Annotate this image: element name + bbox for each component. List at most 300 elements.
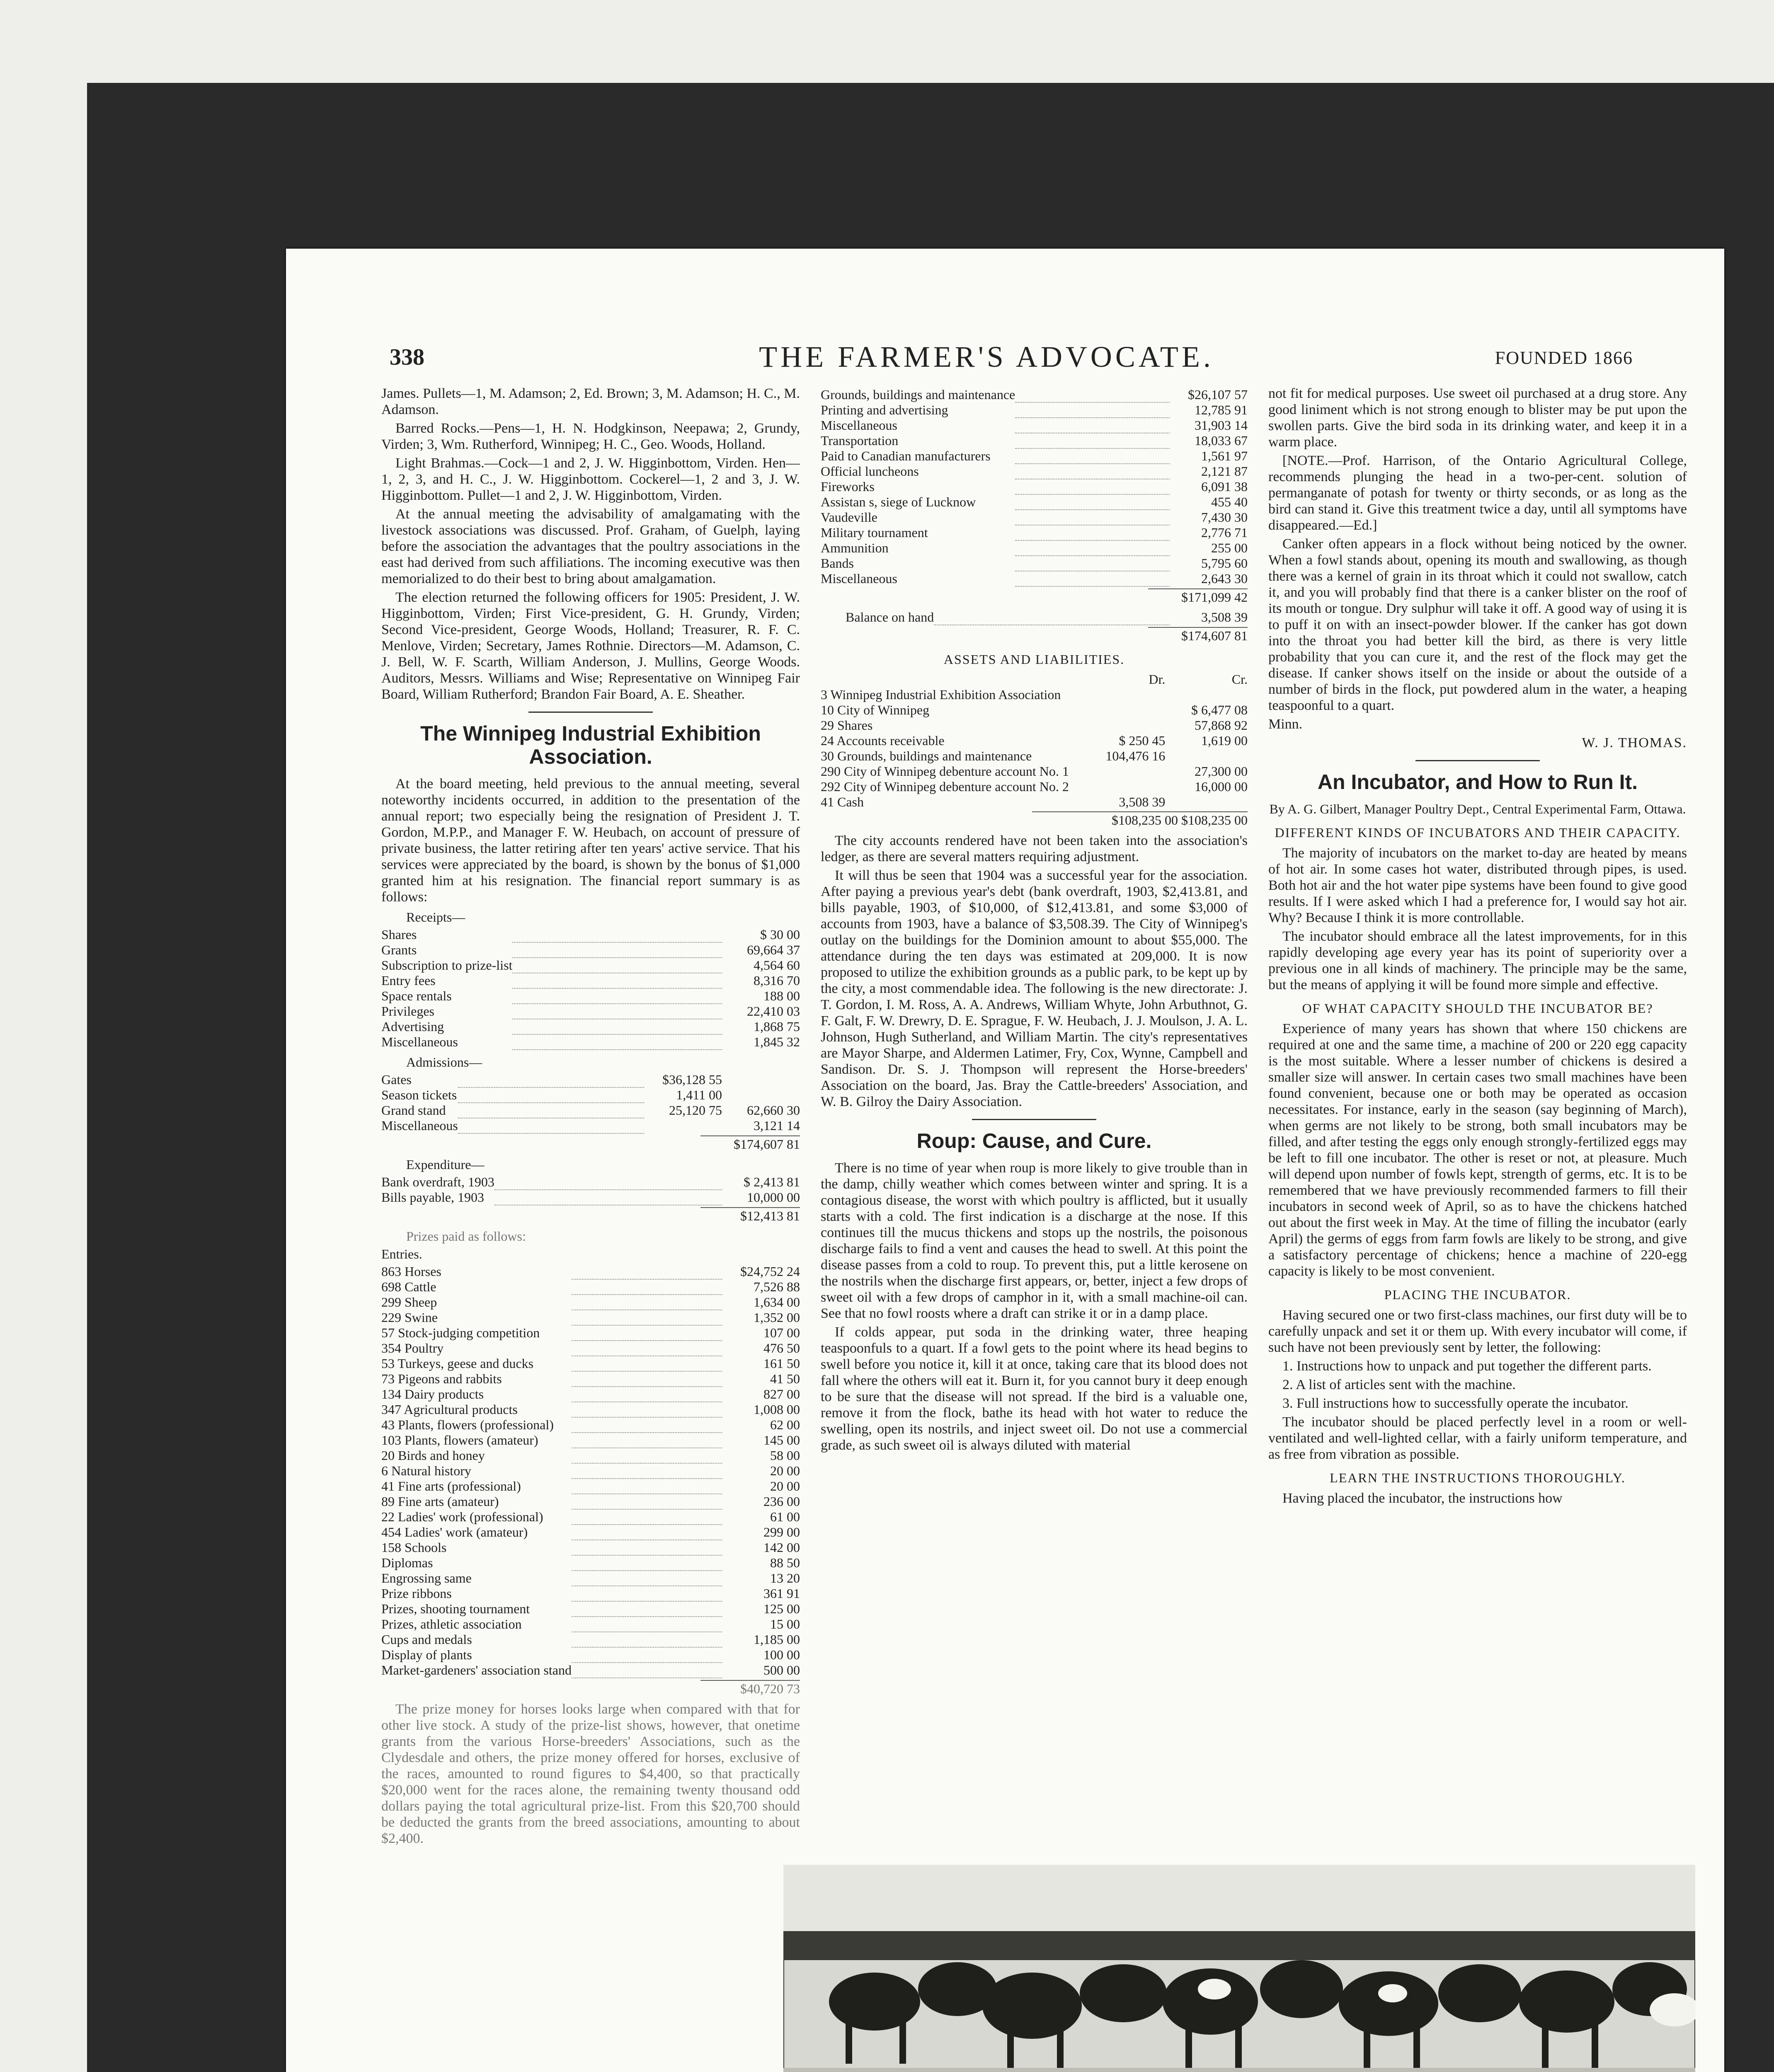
leader-dots bbox=[572, 1540, 722, 1555]
leader-dots bbox=[1015, 402, 1170, 418]
expense-row bbox=[821, 387, 1248, 402]
cr-label: Cr. bbox=[1231, 672, 1248, 687]
leader-dots bbox=[512, 927, 722, 942]
expenses-total: $171,099 42 bbox=[1148, 588, 1248, 605]
prize-row bbox=[381, 1295, 800, 1310]
prize-money-paragraph: The prize money for horses looks large when compared with that for other live stock. A study of the prize-list shows, however, that onetime grants from the various Horse-breeders' Associations, such as the Clydesdale and others, the prize money offered for horses, exclusive of the races, amounted to round figures to $4,400, so that practically $20,000 went for the races alone, the remaining twenty thousand odd dollars paying the total agricultural prize-list. From this $20,700 should be deducted the grants from the breed associations, amounting to about $2,400. bbox=[381, 1702, 800, 1846]
balance-table bbox=[821, 610, 1248, 625]
leader-dots bbox=[572, 1617, 722, 1632]
leader-dots bbox=[1015, 387, 1170, 402]
receipts-item: Advertising bbox=[381, 1019, 444, 1034]
prize-row bbox=[381, 1571, 800, 1586]
prize-amount: 15 00 bbox=[770, 1617, 800, 1631]
asset-dr bbox=[1083, 718, 1166, 733]
leader-dots bbox=[494, 1174, 722, 1190]
expense-amount: 2,643 30 bbox=[1201, 571, 1248, 586]
receipts-amount: $ 30 00 bbox=[760, 927, 800, 942]
prize-row bbox=[381, 1356, 800, 1371]
leader-dots bbox=[1015, 418, 1170, 433]
divider-rule bbox=[1415, 760, 1540, 761]
assets-header-row bbox=[821, 672, 1248, 687]
leader-dots bbox=[458, 1087, 644, 1103]
admissions-item: Season tickets bbox=[381, 1087, 457, 1102]
expense-amount: 6,091 38 bbox=[1201, 479, 1248, 494]
expense-row bbox=[821, 433, 1248, 448]
expense-item: Vaudeville bbox=[821, 510, 877, 525]
placing-paragraph: The incubator should be placed perfectly level in a room or well-ventilated and well-lighted cellar, with a fairly uniform temperature, and as free from vibration as possible. bbox=[1268, 1414, 1687, 1462]
asset-dr bbox=[1083, 687, 1166, 702]
asset-dr: $ 250 45 bbox=[1119, 733, 1166, 748]
prize-amount: 61 00 bbox=[770, 1509, 800, 1524]
receipts-amount: 22,410 03 bbox=[747, 1004, 800, 1019]
placing-paragraph: 3. Full instructions how to successfully operate the incubator. bbox=[1282, 1396, 1629, 1411]
leader-dots bbox=[572, 1663, 722, 1678]
prizes-table bbox=[381, 1264, 800, 1678]
asset-row bbox=[821, 687, 1248, 702]
admissions-amount: $36,128 55 bbox=[662, 1072, 722, 1087]
prize-row bbox=[381, 1647, 800, 1663]
expense-row bbox=[821, 494, 1248, 510]
expense-item: Military tournament bbox=[821, 525, 928, 540]
kinds-paragraph: The incubator should embrace all the latest improvements, for in this rapidly developing age every year has its point of superiority over a previous one in all kinds of machinery. The principle may be the same, but the means of applying it will be found more simple and effective. bbox=[1268, 929, 1687, 992]
leader-dots bbox=[572, 1279, 722, 1295]
asset-item: 3 Winnipeg Industrial Exhibition Association bbox=[821, 687, 1061, 702]
receipts-table bbox=[381, 927, 800, 1050]
capacity-paragraph: Experience of many years has shown that where 150 chickens are required at one and the same time, a machine of 200 or 220 egg capacity is the most suitable. Where a lesser number of chickens is desired a smaller size will answer. In certain cases two small machines have been found convenient, because one or both may be operated as occasion necessitates. For instance, early in the season (say beginning of March), when germs are not likely to be strong, both small incubators may be filled, and after testing the eggs only enough strongly-fertilized eggs may be left to fill one incubator. The other is reset or not, at pleasure. Much will depend upon number of fowls kept, strength of germs, etc. It is to be remembered that we have previously recommended farmers to fill their incubators in second week of April, so as to have the chickens hatched out about the first week in May. At the time of filling the incubator (early April) the germs of eggs from farm fowls are likely to be strong, and give a satisfactory percentage of chickens; hence a machine of 220-egg capacity is likely to be most convenient. bbox=[1268, 1021, 1687, 1279]
leader-dots bbox=[572, 1555, 722, 1571]
expense-row bbox=[821, 479, 1248, 494]
admissions-amount: 25,120 75 bbox=[669, 1103, 722, 1118]
masthead-title: THE FARMER'S ADVOCATE. bbox=[759, 340, 1214, 373]
prize-row bbox=[381, 1663, 800, 1678]
prize-row bbox=[381, 1525, 800, 1540]
prize-row bbox=[381, 1601, 800, 1617]
receipts-total: $174,607 81 bbox=[700, 1135, 800, 1152]
admissions-row bbox=[381, 1072, 800, 1087]
leader-dots bbox=[458, 1118, 644, 1133]
asset-item: 30 Grounds, buildings and maintenance bbox=[821, 748, 1032, 763]
kinds-heading: DIFFERENT KINDS OF INCUBATORS AND THEIR CAPACITY. bbox=[1275, 825, 1681, 840]
expense-row bbox=[821, 540, 1248, 556]
receipts-item: Privileges bbox=[381, 1004, 434, 1019]
editor-note: [NOTE.—Prof. Harrison, of the Ontario Agricultural College, recommends plunging the head in a two-per-cent. solution of permanganate of potash for twenty or thirty seconds, or as long as the bird can stand it. Give this treatment twice a day, until all symptoms have disappeared.—Ed.] bbox=[1268, 453, 1687, 533]
leader-dots bbox=[512, 1019, 722, 1034]
expense-item: Transportation bbox=[821, 433, 899, 448]
receipts-row bbox=[381, 958, 800, 973]
prize-row bbox=[381, 1617, 800, 1632]
asset-row bbox=[821, 733, 1248, 748]
prize-amount: 88 50 bbox=[770, 1555, 800, 1570]
leader-dots bbox=[458, 1072, 644, 1087]
leader-dots bbox=[1015, 494, 1170, 510]
leader-dots bbox=[494, 1190, 722, 1205]
expenditure-label: Expenditure— bbox=[406, 1157, 485, 1172]
expense-item: Official luncheons bbox=[821, 464, 919, 479]
expense-amount: 18,033 67 bbox=[1195, 433, 1248, 448]
prize-item: Prize ribbons bbox=[381, 1586, 452, 1601]
prize-row bbox=[381, 1509, 800, 1525]
poultry-result: Light Brahmas.—Cock—1 and 2, J. W. Higginbottom, Virden. Hen—1, 2, 3, and H. C., J. W. Higginbottom. Cockerel—1, 2 and 3, J. W. Higginbottom. Pullet—1 and 2, J. W. Higginbottom, Virden. bbox=[381, 455, 800, 503]
report-paragraph: The city accounts rendered have not been taken into the association's ledger, as there are several matters requiring adjustment. bbox=[821, 833, 1248, 864]
expense-amount: 5,795 60 bbox=[1201, 556, 1248, 571]
assets-total: $108,235 00 $108,235 00 bbox=[1032, 811, 1248, 828]
prize-amount: 1,185 00 bbox=[754, 1632, 800, 1647]
expense-row bbox=[821, 571, 1248, 586]
asset-cr: 16,000 00 bbox=[1195, 779, 1248, 794]
prize-row bbox=[381, 1325, 800, 1341]
prize-row bbox=[381, 1448, 800, 1463]
leader-dots bbox=[1015, 525, 1170, 540]
prize-row bbox=[381, 1279, 800, 1295]
leader-dots bbox=[512, 958, 722, 973]
leader-dots bbox=[572, 1647, 722, 1663]
asset-item: 10 City of Winnipeg bbox=[821, 702, 930, 717]
placing-paragraph: 2. A list of articles sent with the machine. bbox=[1282, 1377, 1516, 1392]
prize-row bbox=[381, 1463, 800, 1479]
prize-item: Cups and medals bbox=[381, 1632, 472, 1647]
expenditure-total: $12,413 81 bbox=[700, 1207, 800, 1224]
prize-amount: 145 00 bbox=[763, 1433, 800, 1447]
asset-item: 41 Cash bbox=[821, 794, 864, 809]
leader-dots bbox=[1015, 540, 1170, 556]
expense-amount: 255 00 bbox=[1211, 540, 1248, 555]
asset-cr: 57,868 92 bbox=[1195, 718, 1248, 733]
prize-item: 354 Poultry bbox=[381, 1341, 444, 1356]
prize-amount: 299 00 bbox=[763, 1525, 800, 1539]
receipts-amount: 8,316 70 bbox=[754, 973, 800, 988]
leader-dots bbox=[512, 1034, 722, 1050]
leader-dots bbox=[512, 1004, 722, 1019]
prize-row bbox=[381, 1479, 800, 1494]
prize-item: 454 Ladies' work (amateur) bbox=[381, 1525, 528, 1539]
expense-item: Grounds, buildings and maintenance bbox=[821, 387, 1015, 402]
prize-row bbox=[381, 1494, 800, 1509]
founded-year: FOUNDED 1866 bbox=[1495, 348, 1633, 368]
receipts-amount: 69,664 37 bbox=[747, 942, 800, 957]
prize-item: 299 Sheep bbox=[381, 1295, 437, 1310]
expenditure-amount: 10,000 00 bbox=[747, 1190, 800, 1205]
placing-paragraph: Having secured one or two first-class machines, our first duty will be to carefully unpack and set it or them up. With every incubator will come, if such have not been previously sent by letter, the following: bbox=[1268, 1307, 1687, 1355]
admissions-label: Admissions— bbox=[406, 1055, 482, 1070]
asset-cr bbox=[1165, 687, 1248, 702]
leader-dots bbox=[572, 1295, 722, 1310]
asset-dr bbox=[1083, 702, 1166, 718]
expense-item: Fireworks bbox=[821, 479, 875, 494]
admissions-item: Grand stand bbox=[381, 1103, 446, 1118]
prize-amount: 100 00 bbox=[763, 1647, 800, 1662]
column-1 bbox=[381, 385, 800, 1849]
prize-amount: 125 00 bbox=[763, 1601, 800, 1616]
leader-dots bbox=[572, 1463, 722, 1479]
page-number: 338 bbox=[390, 344, 424, 370]
prize-row bbox=[381, 1371, 800, 1387]
roup-paragraph: If colds appear, put soda in the drinking water, three heaping teaspoonfuls to a quart. If a fowl gets to the point where its head begins to swell before you notice it, kill it at once, taking care that its blood does not fall where the others will eat it. Burn it, for you cannot bury it deep enough to be sure that the disease will not spread. If the bird is a valuable one, remove it from the flock, bathe its head with hot water to reduce the swelling, open its nostrils, and inject sweet oil. Do not use a commercial grade, as such sweet oil is always diluted with material bbox=[821, 1324, 1248, 1453]
expense-row bbox=[821, 556, 1248, 571]
receipts-row bbox=[381, 1019, 800, 1034]
prize-amount: 1,008 00 bbox=[754, 1402, 800, 1417]
expenditure-row bbox=[381, 1174, 800, 1190]
asset-dr bbox=[1083, 779, 1166, 794]
prize-row bbox=[381, 1586, 800, 1601]
leader-dots bbox=[458, 1103, 644, 1118]
expense-item: Assistan s, siege of Lucknow bbox=[821, 494, 976, 509]
prize-item: 89 Fine arts (amateur) bbox=[381, 1494, 499, 1509]
prize-item: 863 Horses bbox=[381, 1264, 441, 1279]
prize-amount: 20 00 bbox=[770, 1463, 800, 1478]
exhibition-paragraph: At the board meeting, held previous to the annual meeting, several noteworthy incidents occurred, in addition to the presentation of the annual report; two especially being the resignation of President J. T. Gordon, M.P.P., and Manager F. W. Heubach, on account of pressure of private business, the latter retiring after ten years' active service. That his services were appreciated by the board, is shown by the bonus of $1,000 granted him at his resignation. The financial report summary is as follows: bbox=[381, 776, 800, 905]
prize-item: Market-gardeners' association stand bbox=[381, 1663, 572, 1677]
expenses-table bbox=[821, 387, 1248, 587]
asset-cr bbox=[1165, 794, 1248, 810]
leader-dots bbox=[572, 1310, 722, 1325]
receipts-amount: 188 00 bbox=[763, 988, 800, 1003]
prize-amount: 827 00 bbox=[763, 1387, 800, 1402]
admissions-row bbox=[381, 1103, 800, 1118]
leader-dots bbox=[572, 1586, 722, 1601]
leader-dots bbox=[934, 610, 1170, 625]
prize-amount: 58 00 bbox=[770, 1448, 800, 1463]
admissions-table bbox=[381, 1072, 800, 1134]
leader-dots bbox=[512, 973, 722, 988]
leader-dots bbox=[572, 1341, 722, 1356]
expenditure-item: Bank overdraft, 1903 bbox=[381, 1174, 494, 1189]
prize-item: Display of plants bbox=[381, 1647, 472, 1662]
asset-row bbox=[821, 764, 1248, 779]
misc-item: Miscellaneous bbox=[381, 1118, 458, 1133]
asset-dr: 104,476 16 bbox=[1105, 748, 1166, 763]
balance-row bbox=[821, 610, 1248, 625]
prize-row bbox=[381, 1632, 800, 1647]
roup-continued: not fit for medical purposes. Use sweet oil purchased at a drug store. Any good liniment which is not strong enough to blister may be put upon the swollen parts. Give the bird soda in its drinking water, and keep it in a warm place. bbox=[1268, 386, 1687, 450]
leader-dots bbox=[572, 1509, 722, 1525]
expense-row bbox=[821, 464, 1248, 479]
divider-rule bbox=[528, 712, 653, 713]
prize-row bbox=[381, 1417, 800, 1433]
expense-amount: 12,785 91 bbox=[1195, 402, 1248, 417]
divider-rule bbox=[972, 1119, 1096, 1120]
prize-item: Prizes, shooting tournament bbox=[381, 1601, 530, 1616]
admissions-total: 62,660 30 bbox=[747, 1103, 800, 1118]
leader-dots bbox=[1015, 479, 1170, 494]
leader-dots bbox=[572, 1325, 722, 1341]
balance-amount: 3,508 39 bbox=[1201, 610, 1248, 625]
expense-amount: 2,776 71 bbox=[1201, 525, 1248, 540]
asset-row bbox=[821, 779, 1248, 794]
expense-item: Printing and advertising bbox=[821, 402, 948, 417]
leader-dots bbox=[572, 1494, 722, 1509]
expense-amount: 7,430 30 bbox=[1201, 510, 1248, 525]
learn-heading: LEARN THE INSTRUCTIONS THOROUGHLY. bbox=[1330, 1470, 1626, 1485]
leader-dots bbox=[1015, 510, 1170, 525]
grand-total: $174,607 81 bbox=[1148, 627, 1248, 644]
prize-row bbox=[381, 1310, 800, 1325]
poultry-result: James. Pullets—1, M. Adamson; 2, Ed. Brown; 3, M. Adamson; H. C., M. Adamson. bbox=[381, 386, 800, 417]
leader-dots bbox=[1015, 464, 1170, 479]
asset-cr: 27,300 00 bbox=[1195, 764, 1248, 779]
association-paragraph: At the annual meeting the advisability of amalgamating with the livestock associations was discussed. Prof. Graham, of Guelph, laying before the association the advantages that the poultry associations in the east had derived from such affiliations. The incoming executive was then memorialized to do their best to bring about amalgamation. bbox=[381, 506, 800, 586]
expenditure-row bbox=[381, 1190, 800, 1205]
prize-amount: 476 50 bbox=[763, 1341, 800, 1356]
page-header bbox=[390, 340, 1633, 377]
prize-row bbox=[381, 1433, 800, 1448]
expense-amount: 1,561 97 bbox=[1201, 448, 1248, 463]
leader-dots bbox=[572, 1479, 722, 1494]
prize-amount: 500 00 bbox=[763, 1663, 800, 1677]
prize-item: Engrossing same bbox=[381, 1571, 472, 1585]
prize-row bbox=[381, 1264, 800, 1279]
admissions-amount: 1,411 00 bbox=[676, 1087, 722, 1102]
prize-item: 6 Natural history bbox=[381, 1463, 471, 1478]
receipts-item: Subscription to prize-list bbox=[381, 958, 513, 973]
leader-dots bbox=[572, 1371, 722, 1387]
expense-amount: 31,903 14 bbox=[1195, 418, 1248, 433]
cattle-herd-image bbox=[783, 1865, 1695, 2072]
prize-amount: 62 00 bbox=[770, 1417, 800, 1432]
expense-amount: 455 40 bbox=[1211, 494, 1248, 509]
receipts-item: Space rentals bbox=[381, 988, 452, 1003]
prize-item: 229 Swine bbox=[381, 1310, 438, 1325]
misc-row bbox=[381, 1118, 800, 1133]
receipts-amount: 1,868 75 bbox=[754, 1019, 800, 1034]
expenditure-amount: $ 2,413 81 bbox=[744, 1174, 800, 1189]
prize-item: 698 Cattle bbox=[381, 1279, 436, 1294]
prize-item: 20 Birds and honey bbox=[381, 1448, 485, 1463]
receipts-row bbox=[381, 1034, 800, 1050]
asset-cr: $ 6,477 08 bbox=[1191, 702, 1248, 717]
capacity-heading: OF WHAT CAPACITY SHOULD THE INCUBATOR BE? bbox=[1302, 1001, 1653, 1016]
leader-dots bbox=[512, 942, 722, 958]
prize-row bbox=[381, 1387, 800, 1402]
expense-item: Miscellaneous bbox=[821, 418, 897, 433]
prize-row bbox=[381, 1540, 800, 1555]
receipts-amount: 4,564 60 bbox=[754, 958, 800, 973]
receipts-item: Shares bbox=[381, 927, 417, 942]
receipts-label: Receipts— bbox=[406, 910, 465, 925]
expense-item: Ammunition bbox=[821, 540, 889, 555]
asset-item: 290 City of Winnipeg debenture account No. 1 bbox=[821, 764, 1069, 779]
asset-item: 24 Accounts receivable bbox=[821, 733, 945, 748]
exhibition-headline: The Winnipeg Industrial Exhibition Association. bbox=[420, 722, 761, 768]
prize-item: Diplomas bbox=[381, 1555, 433, 1570]
misc-amount: 3,121 14 bbox=[754, 1118, 800, 1133]
prize-item: 43 Plants, flowers (professional) bbox=[381, 1417, 554, 1432]
receipts-row bbox=[381, 988, 800, 1004]
kinds-paragraph: The majority of incubators on the market to-day are heated by means of hot air. In some cases hot water, distributed through pipes, is used. Both hot air and the hot water pipe systems have been found to give good results. If I were asked which I had a preference for, I would say hot air. Why? Because I think it is more controllable. bbox=[1268, 845, 1687, 925]
prize-item: 347 Agricultural products bbox=[381, 1402, 518, 1417]
expense-row bbox=[821, 418, 1248, 433]
expense-row bbox=[821, 448, 1248, 464]
expense-amount: $26,107 57 bbox=[1188, 387, 1248, 402]
report-paragraph: It will thus be seen that 1904 was a successful year for the association. After paying a previous year's debt (bank overdraft, 1903, $2,413.81, and bills payable, 1903, of $10,000, of $12,413.81, and some $3,000 of accounts from 1903, have a balance of $3,508.39. The City of Winnipeg's outlay on the buildings for the Dominion amount to about $55,000. The attendance during the ten days was estimated at 209,000. It is now proposed to utilize the exhibition grounds as a public park, to be kept up by the city, a most commendable idea. The following is the new directorate: J. T. Gordon, I. M. Ross, A. A. Andrews, William Whyte, John Arbuthnot, G. F. Galt, F. W. Drewry, D. E. Sprague, F. W. Heubach, J. J. Moulson, J. A. L. Johnson, Hugh Sutherland, and William Martin. The city's representatives are Mayor Sharpe, and Aldermen Latimer, Fry, Cox, Wynne, Campbell and Sandison. Dr. S. J. Thompson will represent the Horse-breeders' Association on the board, Jas. Bray the Cattle-breeders' Association, and W. B. Gilroy the Dairy Association. bbox=[821, 868, 1248, 1109]
receipts-row bbox=[381, 942, 800, 958]
placing-paragraph: 1. Instructions how to unpack and put together the different parts. bbox=[1282, 1358, 1652, 1374]
prize-item: 103 Plants, flowers (amateur) bbox=[381, 1433, 538, 1447]
receipts-amount: 1,845 32 bbox=[754, 1034, 800, 1049]
asset-dr bbox=[1083, 764, 1166, 779]
leader-dots bbox=[572, 1525, 722, 1540]
expense-row bbox=[821, 402, 1248, 418]
learn-paragraph: Having placed the incubator, the instructions how bbox=[1282, 1491, 1563, 1506]
author-signature: W. J. THOMAS. bbox=[1582, 735, 1687, 750]
leader-dots bbox=[1015, 433, 1170, 448]
asset-row bbox=[821, 794, 1248, 810]
receipts-row bbox=[381, 1004, 800, 1019]
prize-item: 53 Turkeys, geese and ducks bbox=[381, 1356, 534, 1371]
incubator-byline: By A. G. Gilbert, Manager Poultry Dept., Central Experimental Farm, Ottawa. bbox=[1269, 801, 1686, 816]
receipts-item: Entry fees bbox=[381, 973, 436, 988]
prize-amount: 107 00 bbox=[763, 1325, 800, 1340]
asset-row bbox=[821, 718, 1248, 733]
receipts-row bbox=[381, 927, 800, 942]
prize-item: 57 Stock-judging competition bbox=[381, 1325, 540, 1340]
asset-dr: 3,508 39 bbox=[1119, 794, 1166, 809]
prize-amount: 1,634 00 bbox=[754, 1295, 800, 1310]
prize-item: 158 Schools bbox=[381, 1540, 447, 1555]
admissions-row bbox=[381, 1087, 800, 1103]
leader-dots bbox=[572, 1402, 722, 1417]
expense-row bbox=[821, 525, 1248, 540]
leader-dots bbox=[572, 1387, 722, 1402]
expense-item: Paid to Canadian manufacturers bbox=[821, 448, 991, 463]
balance-label: Balance on hand bbox=[846, 610, 934, 625]
leader-dots bbox=[572, 1356, 722, 1371]
roup-headline: Roup: Cause, and Cure. bbox=[916, 1129, 1152, 1152]
asset-item: 29 Shares bbox=[821, 718, 873, 733]
prize-row bbox=[381, 1555, 800, 1571]
leader-dots bbox=[572, 1264, 722, 1279]
prize-item: 73 Pigeons and rabbits bbox=[381, 1371, 502, 1386]
asset-row bbox=[821, 748, 1248, 764]
assets-table bbox=[821, 672, 1248, 810]
entries-label: Entries. bbox=[381, 1247, 422, 1261]
leader-dots bbox=[572, 1632, 722, 1647]
expense-item: Bands bbox=[821, 556, 854, 571]
prize-amount: 13 20 bbox=[770, 1571, 800, 1585]
asset-cr bbox=[1165, 748, 1248, 764]
column-3 bbox=[1268, 385, 1687, 1509]
poultry-result: Barred Rocks.—Pens—1, H. N. Hodgkinson, Neepawa; 2, Grundy, Virden; 3, Wm. Rutherford, Winnipeg; H. C., Geo. Woods, Holland. bbox=[381, 421, 800, 452]
leader-dots bbox=[572, 1448, 722, 1463]
expense-item: Miscellaneous bbox=[821, 571, 897, 586]
asset-row bbox=[821, 702, 1248, 718]
receipts-item: Grants bbox=[381, 942, 417, 957]
prize-amount: 142 00 bbox=[763, 1540, 800, 1555]
canker-paragraph: Canker often appears in a flock without being noticed by the owner. When a fowl stands about, opening its mouth and swallowing, as though there was a kernel of grain in its throat which it could not swallow, catch it, and you will probably find that there is a canker blister on the roof of its mouth or tongue. Dry sulphur will take it off. A good way of using it is to puff it on with an insect-powder blower. If the canker has got down into the throat you had better kill the bird, as there is very little probability that you can cure it, and the rest of the flock may get the disease. If canker shows itself on the inside or about the outside of a number of birds in the flock, put powdered alum in the water, a heaping teaspoonful to a quart. bbox=[1268, 536, 1687, 713]
prize-amount: 361 91 bbox=[763, 1586, 800, 1601]
column-2 bbox=[821, 385, 1248, 1456]
prize-amount: 41 50 bbox=[770, 1371, 800, 1386]
prize-amount: 1,352 00 bbox=[754, 1310, 800, 1325]
asset-cr: 1,619 00 bbox=[1201, 733, 1248, 748]
leader-dots bbox=[572, 1601, 722, 1617]
prize-row bbox=[381, 1341, 800, 1356]
prize-amount: $24,752 24 bbox=[740, 1264, 800, 1279]
prize-amount: 236 00 bbox=[763, 1494, 800, 1509]
assets-heading: ASSETS AND LIABILITIES. bbox=[943, 652, 1125, 667]
prize-amount: 20 00 bbox=[770, 1479, 800, 1493]
receipts-row bbox=[381, 973, 800, 988]
prizes-label: Prizes paid as follows: bbox=[406, 1229, 526, 1244]
receipts-item: Miscellaneous bbox=[381, 1034, 458, 1049]
leader-dots bbox=[1015, 571, 1170, 586]
place-line: Minn. bbox=[1268, 716, 1303, 732]
leader-dots bbox=[1015, 448, 1170, 464]
leader-dots bbox=[572, 1433, 722, 1448]
admissions-item: Gates bbox=[381, 1072, 412, 1087]
expenditure-table bbox=[381, 1174, 800, 1205]
placing-heading: PLACING THE INCUBATOR. bbox=[1384, 1287, 1571, 1302]
prize-item: 41 Fine arts (professional) bbox=[381, 1479, 521, 1493]
